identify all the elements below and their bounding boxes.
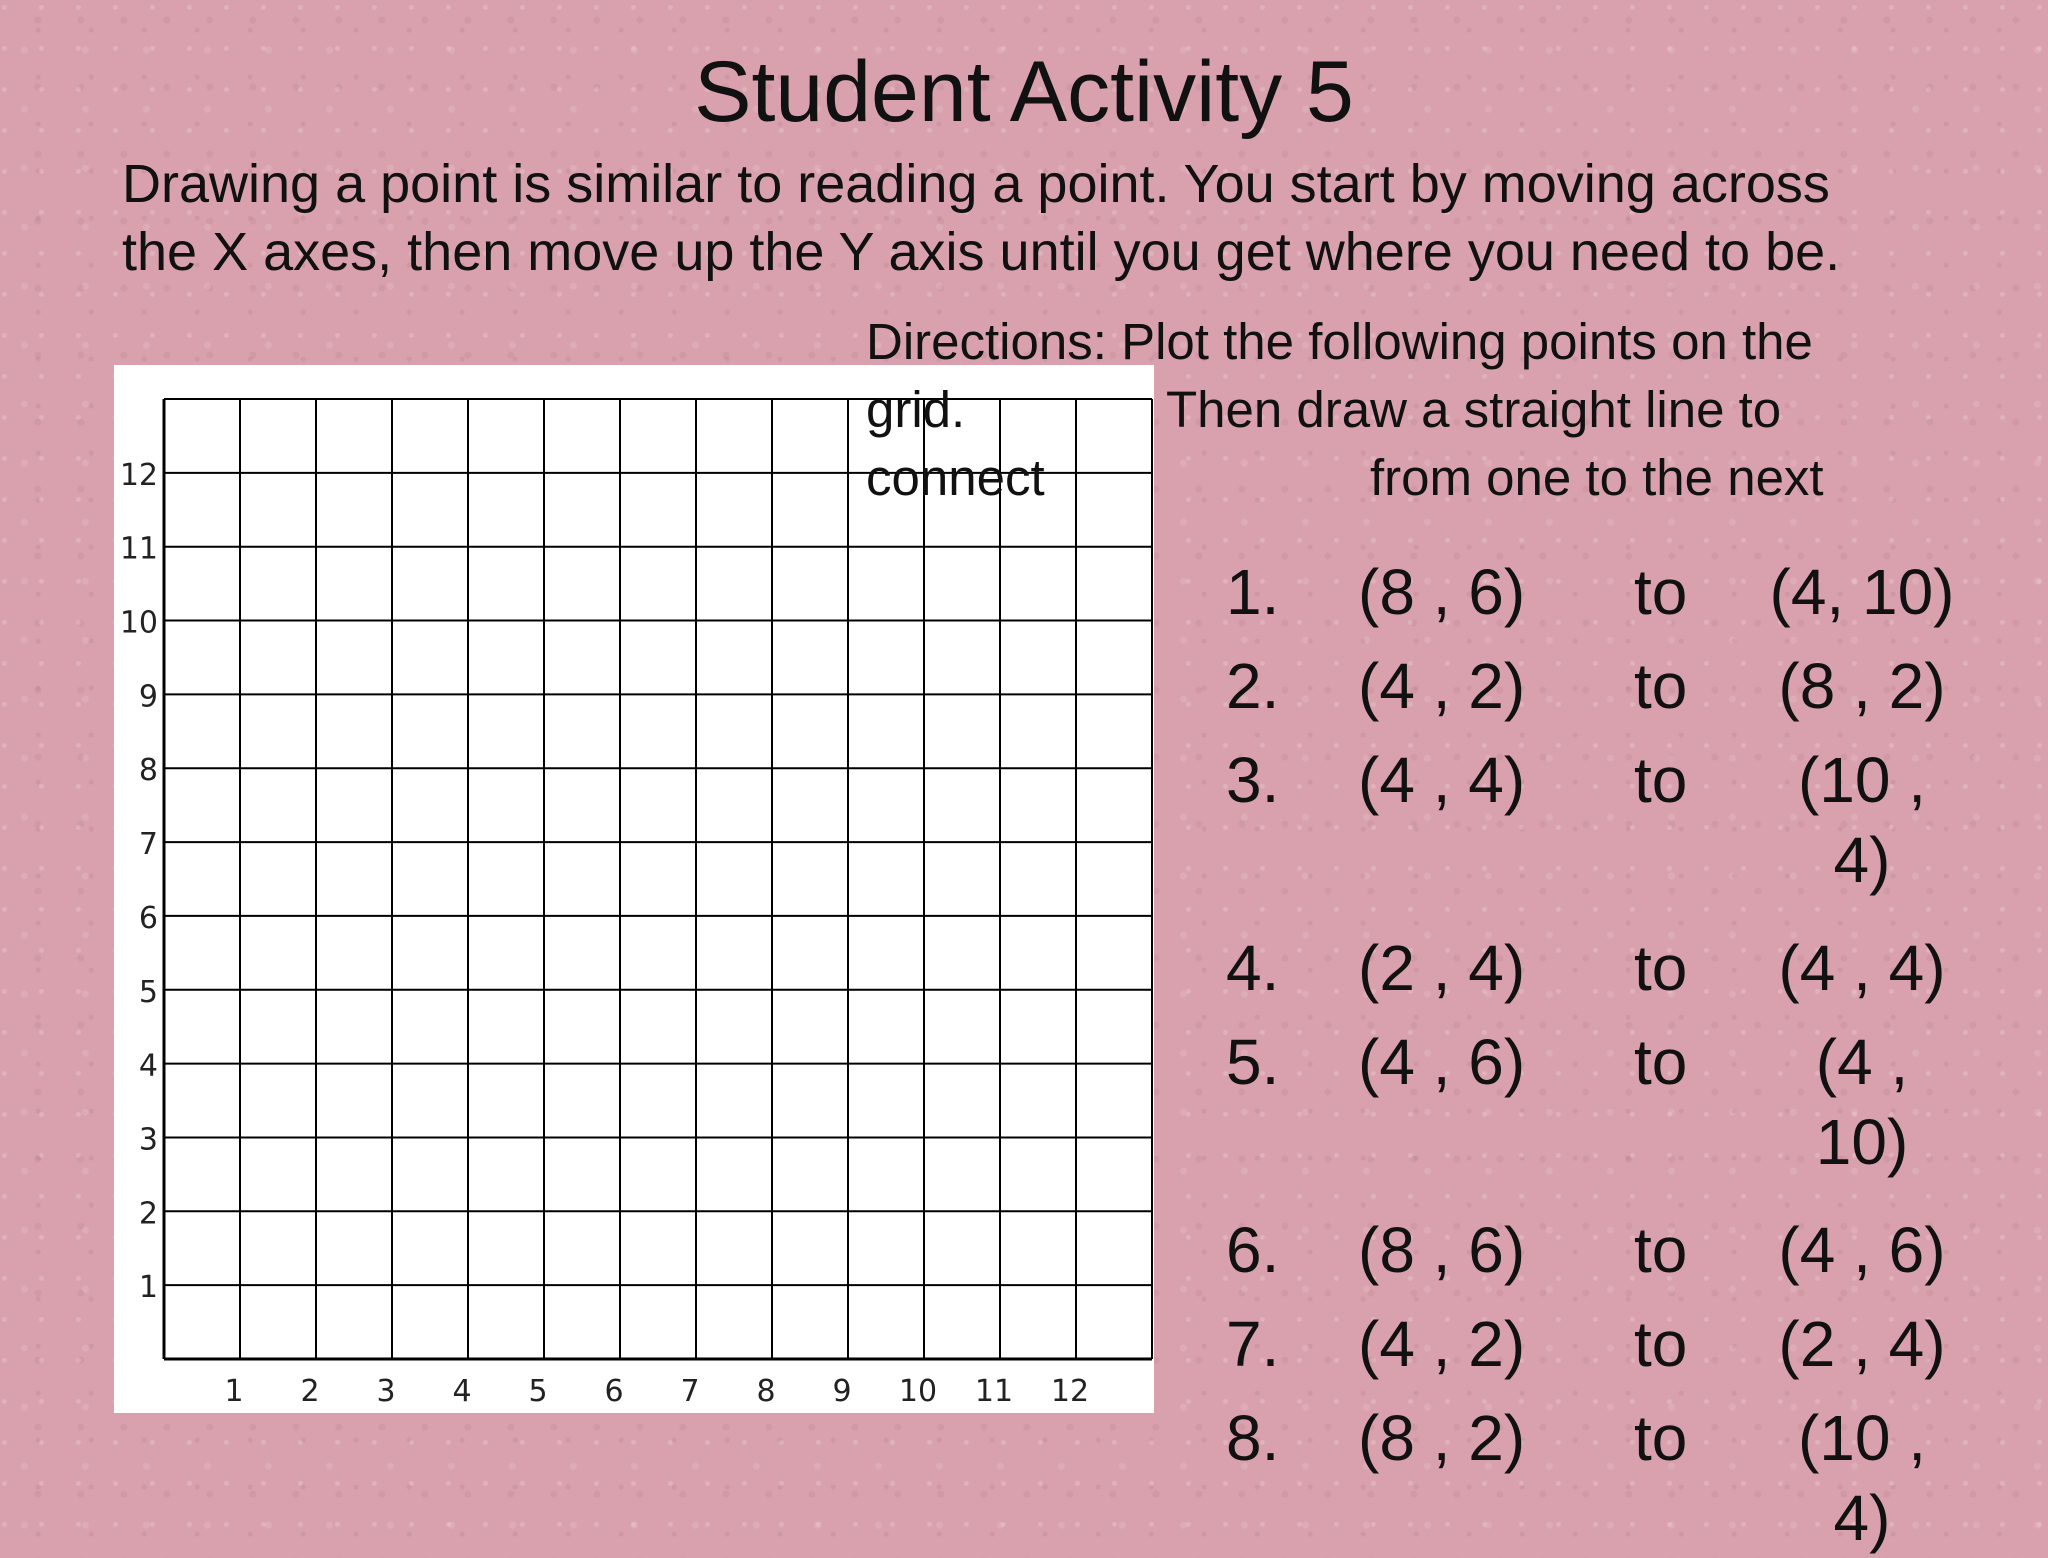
pair-to-word: to [1634,1026,1688,1098]
x-tick-label: 12 [1050,1374,1090,1409]
pair-end-point: (4 , 4) [1778,932,1946,1004]
pair-start-point: (4 , 6) [1358,1026,1526,1098]
pair-number: 7. [1226,1308,1280,1380]
y-tick-label: 9 [138,679,158,715]
y-tick-label: 2 [138,1196,158,1232]
y-tick-label: 12 [119,457,158,493]
pair-start-point: (4 , 2) [1358,650,1526,722]
x-tick-label: 4 [452,1374,472,1409]
directions-line-1: Directions: Plot the following points on the [866,313,1813,370]
coordinate-grid-svg [114,365,1154,1413]
y-tick-label: 11 [119,531,158,567]
pair-start-point: (2 , 4) [1358,932,1526,1004]
directions-grid-word: grid. [866,381,966,438]
y-tick-label: 1 [138,1270,158,1306]
pair-start-point: (8 , 6) [1358,556,1526,628]
pair-number: 3. [1226,744,1280,816]
y-tick-label: 3 [138,1122,158,1158]
x-tick-label: 2 [300,1374,320,1409]
y-tick-label: 7 [138,827,158,863]
intro-text: Drawing a point is similar to reading a point. You start by moving across the X axes, then move up the Y axis until you get where you need to be. [122,154,1841,282]
y-tick-label: 5 [138,974,158,1010]
pair-start-point: (8 , 6) [1358,1214,1526,1286]
pair-number: 6. [1226,1214,1280,1286]
pair-end-point: (2 , 4) [1778,1308,1946,1380]
x-tick-label: 6 [604,1374,624,1409]
pair-end-point: (4, 10) [1769,556,1955,628]
directions-line-2: Then draw a straight line to [1166,381,1782,438]
x-tick-label: 10 [898,1374,938,1409]
x-tick-label: 1 [224,1374,244,1409]
y-tick-label: 4 [138,1048,158,1084]
x-tick-label: 5 [528,1374,548,1409]
pair-end-point: (10 , 4) [1797,744,1927,896]
x-tick-label: 3 [376,1374,396,1409]
y-tick-label: 8 [138,753,158,789]
pair-number: 8. [1226,1402,1280,1474]
pair-to-word: to [1634,1308,1688,1380]
pair-to-word: to [1634,744,1688,816]
y-tick-label: 6 [138,900,158,936]
pair-number: 5. [1226,1026,1280,1098]
pair-to-word: to [1634,1402,1688,1474]
pair-end-point: (4 , 10) [1815,1026,1909,1178]
pair-number: 1. [1226,556,1280,628]
pair-end-point: (8 , 2) [1778,650,1946,722]
y-tick-label: 10 [119,605,158,641]
pair-to-word: to [1634,556,1688,628]
pair-end-point: (4 , 6) [1778,1214,1946,1286]
pair-to-word: to [1634,650,1688,722]
pair-end-point: (10 , 4) [1797,1402,1927,1554]
pair-start-point: (4 , 2) [1358,1308,1526,1380]
pair-to-word: to [1634,1214,1688,1286]
pair-to-word: to [1634,932,1688,1004]
pair-start-point: (8 , 2) [1358,1402,1526,1474]
x-tick-label: 11 [974,1374,1014,1409]
pair-start-point: (4 , 4) [1358,744,1526,816]
coordinate-grid [114,365,1154,1413]
pair-number: 4. [1226,932,1280,1004]
x-tick-label: 9 [832,1374,852,1409]
directions-connect-word: connect [866,449,1045,506]
x-tick-label: 7 [680,1374,700,1409]
x-tick-label: 8 [756,1374,776,1409]
directions-line-3: from one to the next [1370,449,1824,506]
page-title: Student Activity 5 [694,44,1354,140]
pair-number: 2. [1226,650,1280,722]
